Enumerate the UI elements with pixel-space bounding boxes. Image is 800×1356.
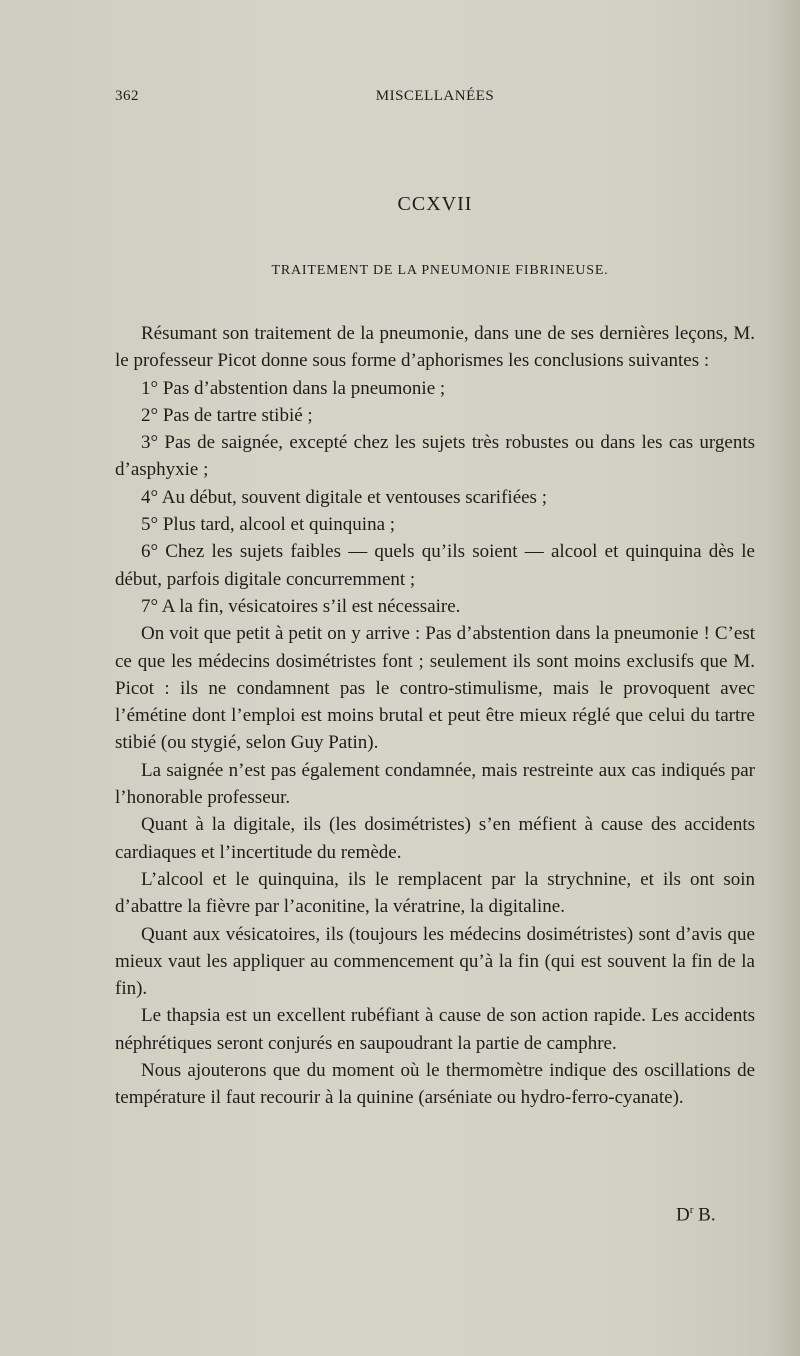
running-title: MISCELLANÉES [375,88,495,104]
page-header [115,88,755,112]
list-item: 7° A la fin, vésicatoires s’il est nécessaire. [141,595,461,617]
paragraph: Le thapsia est un excellent rubéfiant à cause de son action rapide. Les accidents néphrétiques seront conjurés en saupoudrant la partie de camphre. [115,1005,755,1054]
chapter-number: CCXVII [397,193,473,215]
signature [676,1204,716,1226]
list-item: 1° Pas d’abstention dans la pneumonie ; [141,377,446,399]
signature-sup: r [689,1204,694,1216]
paragraph: Résumant son traitement de la pneumonie, dans une de ses dernières leçons, M. le professeur Picot donne sous forme d’aphorismes les conclusions suivantes : [115,323,755,372]
list-item: 6° Chez les sujets faibles — quels qu’ils soient — alcool et quinquina dès le début, parfois digitale concurremment ; [115,541,755,590]
chapter-title: TRAITEMENT DE LA PNEUMONIE FIBRINEUSE. [271,263,609,278]
list-item: 4° Au début, souvent digitale et ventouses scarifiées ; [141,486,547,508]
paragraph: Nous ajouterons que du moment où le thermomètre indique des oscillations de température il faut recourir à la quinine (arséniate ou hydro-ferro-cyanate). [115,1060,755,1109]
paragraph: La saignée n’est pas également condamnée, mais restreinte aux cas indiqués par l’honorable professeur. [115,759,755,809]
paragraph: On voit que petit à petit on y arrive : Pas d’abstention dans la pneumonie ! C’est ce que les médecins dosimétristes font ; seulement ils sont moins exclusifs que M. Picot : ils ne condamnent pas le contro-stimulisme, mais le provoquent avec l’émétine dont l’emploi est moins brutal et peut être mieux réglé que celui du tartre stibié (ou stygié, selon Guy Patin). [115,623,755,754]
signature-prefix: D [676,1204,690,1226]
list-item: 2° Pas de tartre stibié ; [141,404,313,426]
body-text [115,320,755,1112]
page-number: 362 [115,88,139,104]
paragraph: Quant à la digitale, ils (les dosimétristes) s’en méfient à cause des accidents cardiaques et l’incertitude du remède. [115,814,755,863]
paragraph: L’alcool et le quinquina, ils le remplacent par la strychnine, et ils ont soin d’abattre la fièvre par l’aconitine, la vératrine, la digitaline. [115,868,755,918]
paragraph: Quant aux vésicatoires, ils (toujours les médecins dosimétristes) sont d’avis que mieux vaut les appliquer au commencement qu’à la fin (qui est souvent la fin de la fin). [115,923,755,1000]
signature-name: B. [698,1204,716,1226]
list-item: 5° Plus tard, alcool et quinquina ; [141,514,396,536]
list-item: 3° Pas de saignée, excepté chez les sujets très robustes ou dans les cas urgents d’asphyxie ; [115,432,755,481]
